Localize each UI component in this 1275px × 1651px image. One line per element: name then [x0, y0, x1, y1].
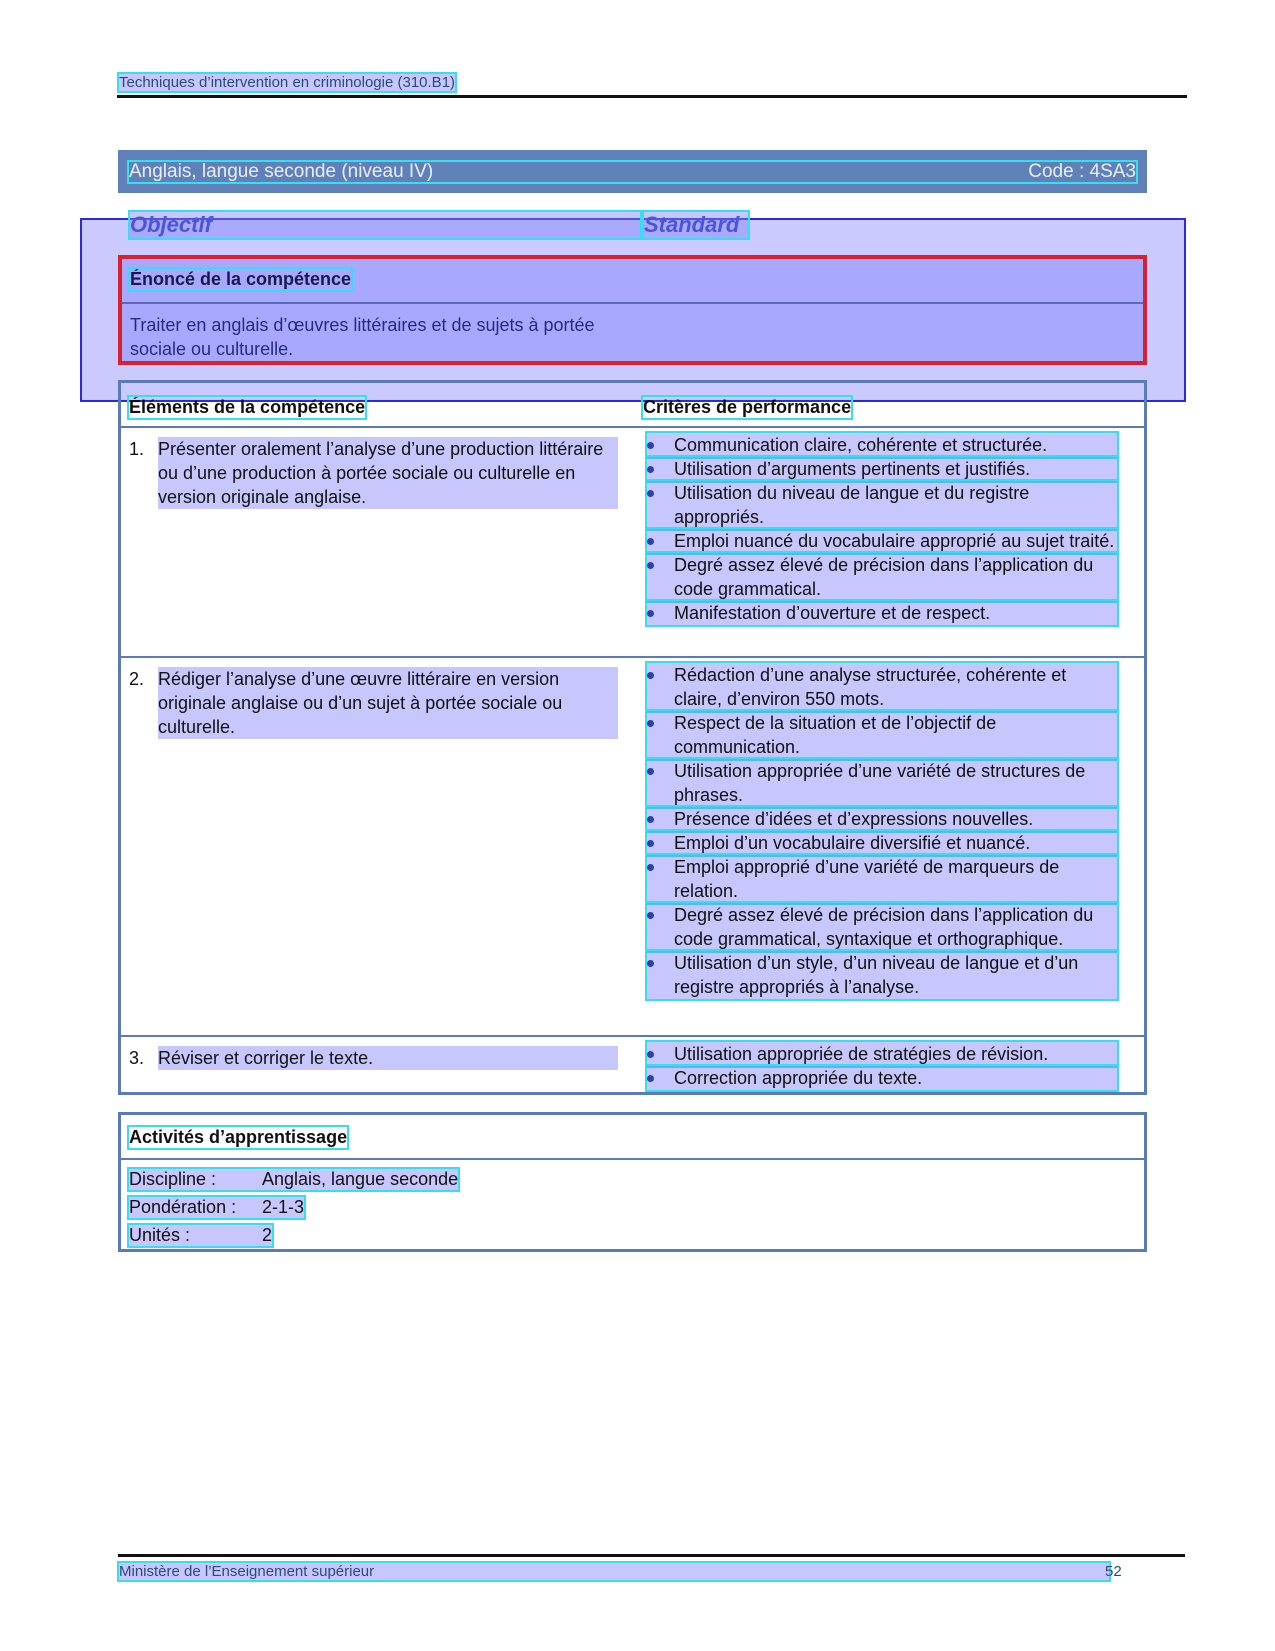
element-text: Rédiger l’analyse d’une œuvre littéraire en version originale anglaise ou d’un sujet à portée sociale ou culturelle. [158, 667, 618, 739]
enonce-divider [122, 302, 1143, 304]
bullet-icon [647, 672, 654, 679]
list-item: Respect de la situation et de l’objectif de communication. [647, 711, 1117, 759]
bullet-icon [647, 768, 654, 775]
running-header: Techniques d’intervention en criminologie (310.B1) [119, 74, 456, 91]
enonce-text: Traiter en anglais d’œuvres littéraires et de sujets à portée sociale ou culturelle. [130, 315, 595, 359]
unites-row [129, 1225, 272, 1246]
standard-label: Standard [644, 212, 748, 238]
element-text: Réviser et corriger le texte. [158, 1046, 618, 1070]
ponderation-row [129, 1197, 304, 1218]
criteria-list [647, 663, 1117, 999]
table-row [129, 1046, 619, 1070]
bullet-icon [647, 816, 654, 823]
list-item: Degré assez élevé de précision dans l’application du code grammatical. [647, 553, 1117, 601]
element-number: 2. [129, 669, 145, 689]
col-header-criteres: Critères de performance [643, 397, 852, 417]
bullet-icon [647, 538, 654, 545]
row-divider [121, 656, 1144, 658]
table-row [129, 667, 619, 741]
element-number: 3. [129, 1048, 145, 1068]
list-item: Emploi approprié d’une variété de marqueurs de relation. [647, 855, 1117, 903]
element-number: 1. [129, 439, 145, 459]
bullet-icon [647, 442, 654, 449]
list-item: Correction appropriée du texte. [647, 1066, 1117, 1090]
ponderation-label: Pondération : [129, 1197, 237, 1217]
activities-divider [121, 1158, 1144, 1160]
bullet-icon [647, 490, 654, 497]
discipline-value: Anglais, langue seconde [262, 1169, 459, 1189]
criteria-list [647, 1042, 1117, 1090]
bullet-icon [647, 960, 654, 967]
list-item: Emploi nuancé du vocabulaire approprié au sujet traité. [647, 529, 1117, 553]
activities-title: Activités d’apprentissage [129, 1127, 348, 1147]
bullet-icon [647, 912, 654, 919]
bullet-icon [647, 720, 654, 727]
bullet-icon [647, 1051, 654, 1058]
enonce-box [118, 255, 1147, 365]
page-number: 52 [1105, 1563, 1122, 1580]
bullet-icon [647, 466, 654, 473]
footer-ministry: Ministère de l’Enseignement supérieur [119, 1563, 1109, 1580]
course-code: Code : 4SA3 [1028, 161, 1136, 182]
list-item: Utilisation du niveau de langue et du registre appropriés. [647, 481, 1117, 529]
bullet-icon [647, 610, 654, 617]
discipline-row [129, 1169, 458, 1190]
bullet-icon [647, 840, 654, 847]
elements-table [118, 380, 1147, 1095]
bullet-icon [647, 1075, 654, 1082]
list-item: Présence d’idées et d’expressions nouvelles. [647, 807, 1117, 831]
activities-box [118, 1112, 1147, 1252]
bullet-icon [647, 562, 654, 569]
list-item: Utilisation d’arguments pertinents et justifiés. [647, 457, 1117, 481]
unites-value: 2 [262, 1225, 273, 1245]
enonce-title: Énoncé de la compétence [130, 269, 352, 289]
objectif-label: Objectif [130, 212, 640, 238]
list-item: Manifestation d’ouverture et de respect. [647, 601, 1117, 625]
list-item: Degré assez élevé de précision dans l’application du code grammatical, syntaxique et orthographique. [647, 903, 1117, 951]
col-header-elements: Éléments de la compétence [129, 397, 366, 417]
list-item: Utilisation appropriée de stratégies de révision. [647, 1042, 1117, 1066]
list-item: Utilisation d’un style, d’un niveau de langue et d’un registre appropriés à l’analyse. [647, 951, 1117, 999]
header-rule [117, 95, 1187, 98]
element-text: Présenter oralement l’analyse d’une production littéraire ou d’une production à portée sociale ou culturelle en version originale anglaise. [158, 437, 618, 509]
criteria-list [647, 433, 1117, 625]
bullet-icon [647, 864, 654, 871]
list-item: Communication claire, cohérente et structurée. [647, 433, 1117, 457]
footer-rule [118, 1554, 1185, 1557]
ponderation-value: 2-1-3 [262, 1197, 305, 1217]
list-item: Utilisation appropriée d’une variété de structures de phrases. [647, 759, 1117, 807]
row-divider [121, 1035, 1144, 1037]
course-title: Anglais, langue seconde (niveau IV) [129, 161, 434, 182]
unites-label: Unités : [129, 1225, 191, 1245]
table-divider [121, 426, 1144, 428]
discipline-label: Discipline : [129, 1169, 217, 1189]
table-row [129, 437, 619, 511]
course-title-band [118, 150, 1147, 193]
list-item: Emploi d’un vocabulaire diversifié et nuancé. [647, 831, 1117, 855]
list-item: Rédaction d’une analyse structurée, cohérente et claire, d’environ 550 mots. [647, 663, 1117, 711]
